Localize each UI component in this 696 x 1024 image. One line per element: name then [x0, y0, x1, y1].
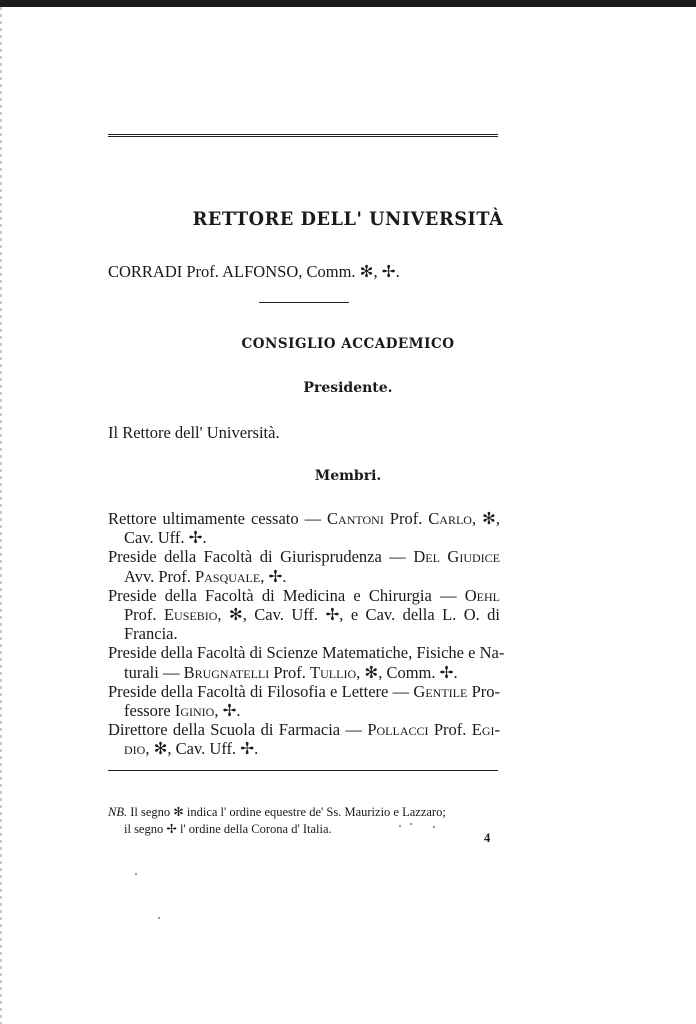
short-divider: [259, 302, 349, 303]
member-line: [124, 567, 500, 587]
member-line: [124, 739, 500, 759]
scan-speck: [410, 823, 412, 825]
scan-speck: [158, 917, 160, 919]
member-text: Preside della Facoltà di Giurisprudenza —: [108, 547, 414, 567]
member-text: turali —: [124, 662, 184, 682]
member-text: Cav. Uff. ✢.: [124, 528, 207, 548]
member-line: [108, 509, 500, 529]
member-line: [108, 586, 500, 606]
member-text: Prof.: [124, 605, 164, 624]
member-line: [124, 701, 500, 721]
member-name: Pollacci: [367, 720, 429, 740]
member-text: , ✻, Cav. Uff. ✢.: [145, 739, 259, 759]
member-name: Tullio: [310, 662, 357, 682]
scan-speck: [135, 873, 137, 875]
member-name: Egi-: [471, 720, 500, 740]
member-text: , ✢.: [260, 566, 287, 586]
member-text: Preside della Facoltà di Filosofia e Lettere —: [108, 681, 414, 701]
president-entry: Il Rettore dell' Università.: [108, 423, 280, 442]
member-line: [108, 682, 500, 702]
member-line: [108, 720, 500, 740]
scan-speck: [433, 826, 435, 828]
member-name: Iginio: [174, 701, 215, 720]
top-rule: [108, 134, 498, 137]
member-text: , ✢.: [214, 701, 241, 720]
scan-top-border: [0, 0, 696, 7]
member-text: Rettore ultimamente cessato —: [108, 509, 328, 528]
member-text: fessore: [124, 701, 175, 720]
member-name: Pasquale: [195, 566, 261, 586]
bottom-rule: [108, 770, 498, 771]
page-title: RETTORE DELL' UNIVERSITÀ: [192, 208, 504, 230]
member-line: [124, 605, 500, 625]
scan-speck: [399, 825, 401, 827]
members-heading: Membri.: [314, 468, 382, 484]
member-name: Carlo: [428, 509, 472, 528]
member-line: [108, 643, 505, 663]
member-name: Del Giudice: [413, 547, 500, 567]
member-name: dio: [124, 739, 146, 759]
member-text: Pro-: [467, 681, 500, 701]
member-text: , ✻, Comm. ✢.: [356, 662, 458, 682]
member-text: Avv. Prof.: [124, 566, 196, 586]
rector-entry: [108, 262, 400, 282]
member-text: Prof.: [428, 720, 472, 740]
member-line: [124, 624, 500, 644]
footnote-label: NB.: [108, 805, 128, 819]
member-line: [124, 663, 500, 683]
president-heading: Presidente.: [303, 380, 393, 396]
member-text: Prof.: [383, 509, 429, 528]
member-name: Cantoni: [327, 509, 384, 528]
scan-left-edge: [0, 7, 2, 1024]
member-line: [124, 528, 500, 548]
member-line: [108, 547, 500, 567]
member-name: Oehl: [464, 585, 500, 605]
footnote-text-1: Il segno ✻ indica l' ordine equestre de' Ss. Maurizio e Lazzaro;: [130, 805, 446, 819]
member-text: Francia.: [124, 624, 178, 644]
member-name: Gentile: [413, 681, 468, 701]
footnote-line-2: il segno ✢ l' ordine della Corona d' Italia.: [124, 822, 332, 836]
member-name: Brugnatelli: [183, 662, 270, 682]
council-heading: CONSIGLIO ACCADEMICO: [241, 336, 455, 352]
page-number: 4: [484, 831, 491, 845]
member-text: , ✻, Cav. Uff. ✢, e Cav. della L. O. di: [217, 605, 500, 624]
member-text: Prof.: [269, 662, 311, 682]
rector-name: CORRADI Prof. ALFONSO, Comm.: [108, 262, 356, 281]
member-text: Direttore della Scuola di Farmacia —: [108, 720, 368, 740]
order-symbols: ✻, ✢.: [359, 262, 400, 281]
member-text: Preside della Facoltà di Medicina e Chirurgia —: [108, 585, 465, 605]
member-text: , ✻,: [471, 509, 500, 528]
member-name: Eusebio: [163, 605, 218, 624]
member-text: Preside della Facoltà di Scienze Matematiche, Fisiche e Na-: [108, 643, 505, 663]
